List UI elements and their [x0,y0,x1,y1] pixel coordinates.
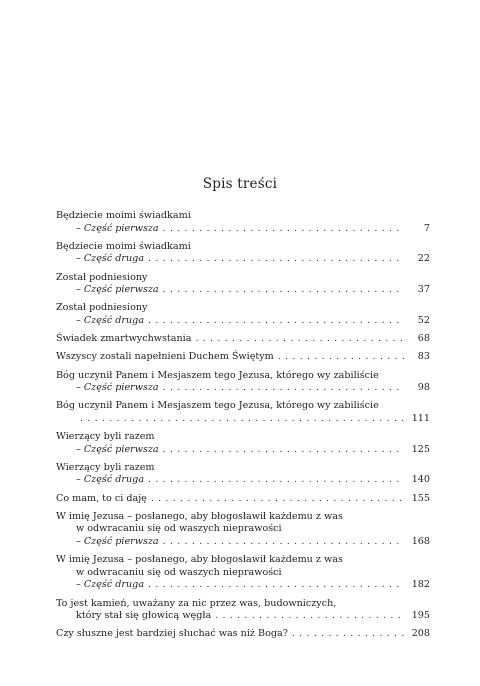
toc-entry-part: – Część pierwsza [76,443,159,455]
page-number: 155 [411,492,430,504]
dot-leader [163,382,404,395]
page-number: 208 [411,628,430,640]
dot-leader [278,351,404,364]
toc-entry-title: Wierzący byli razem [56,431,155,443]
toc-entry [56,431,430,456]
toc-entry-title: Bóg uczynił Panem i Mesjaszem tego Jezusa, którego wy zabiliście [56,369,379,381]
dot-leader [80,413,404,426]
page-number: 68 [417,333,430,345]
dot-leader [148,315,404,328]
toc-entry [56,598,430,623]
dot-leader [148,579,404,592]
toc-entry-part: – Część druga [76,474,145,486]
dot-leader [163,284,404,297]
toc-entry [56,628,430,641]
dot-leader [163,223,404,236]
dot-leader [292,628,404,641]
toc-entry-title: w odwracaniu się od waszych nieprawości [76,566,282,578]
toc-entry-title: w odwracaniu się od waszych nieprawości [76,523,282,535]
dot-leader [163,444,404,457]
toc-entry-part: – Część pierwsza [76,382,159,394]
toc-leader-line [56,413,430,426]
page-number: 111 [411,412,430,424]
toc-leader-line [56,253,430,266]
dot-leader [195,333,404,346]
dot-leader [148,474,404,487]
toc-entry [56,302,430,327]
toc-entry-title: Został podniesiony [56,271,148,283]
toc-entry-title: W imię Jezusa – posłanego, aby błogosławił każdemu z was [56,510,343,522]
table-of-contents [56,210,430,641]
toc-entry-part: – Część druga [76,579,145,591]
dot-leader [163,536,404,549]
toc-leader-line [56,315,430,328]
dot-leader [148,253,404,266]
toc-leader-line [56,444,430,457]
page-number: 37 [417,284,430,296]
toc-entry [56,493,430,506]
toc-leader-line [56,579,430,592]
toc-entry-title: Wierzący byli razem [56,461,155,473]
page-number: 83 [417,351,430,363]
toc-leader-line [56,536,430,549]
toc-entry [56,370,430,395]
toc-entry [56,554,430,592]
toc-entry-title: Czy słuszne jest bardziej słuchać was niż Boga? [56,628,288,640]
toc-leader-line [56,474,430,487]
toc-entry-part: – Część druga [76,253,145,265]
toc-entry-title: Co mam, to ci daję [56,492,147,504]
page-number: 98 [417,382,430,394]
page-number: 52 [417,314,430,326]
toc-leader-line [56,382,430,395]
toc-entry-title: który stał się głowicą węgła [76,610,212,622]
toc-entry-part: – Część druga [76,314,145,326]
page-title: Spis treści [202,176,278,192]
toc-leader-line [56,333,430,346]
toc-entry [56,462,430,487]
toc-entry [56,511,430,549]
toc-entry [56,400,430,425]
toc-entry [56,351,430,364]
page-number: 140 [411,474,430,486]
toc-entry [56,241,430,266]
toc-leader-line [56,493,430,506]
page-number: 182 [411,579,430,591]
page-number: 22 [417,253,430,265]
toc-entry [56,333,430,346]
toc-entry-title: Będziecie moimi świadkami [56,210,191,221]
toc-entry-title: Został podniesiony [56,302,148,314]
page-number: 195 [411,610,430,622]
toc-entry-title: Świadek zmartwychwstania [56,333,192,345]
dot-leader [215,610,404,623]
toc-entry-title: To jest kamień, uważany za nic przez was, budowniczych, [56,597,337,609]
page-number: 168 [411,536,430,547]
toc-leader-line [56,351,430,364]
toc-leader-line [56,628,430,641]
page-number: 125 [411,443,430,455]
toc-entry-title: Będziecie moimi świadkami [56,240,191,252]
toc-leader-line [56,284,430,297]
toc-entry [56,210,430,235]
toc-entry-title: Bóg uczynił Panem i Mesjaszem tego Jezusa, którego wy zabiliście [56,400,379,412]
toc-entry-part: – Część pierwsza [76,222,159,234]
toc-entry [56,272,430,297]
toc-leader-line [56,610,430,623]
toc-entry-title: W imię Jezusa – posłanego, aby błogosławił każdemu z was [56,554,343,566]
page-number: 7 [423,222,430,234]
toc-entry-part: – Część pierwsza [76,284,159,296]
toc-entry-title: Wszyscy zostali napełnieni Duchem Świętym [56,351,274,363]
dot-leader [151,493,404,506]
toc-entry-part: – Część pierwsza [76,536,159,547]
toc-leader-line [56,223,430,236]
